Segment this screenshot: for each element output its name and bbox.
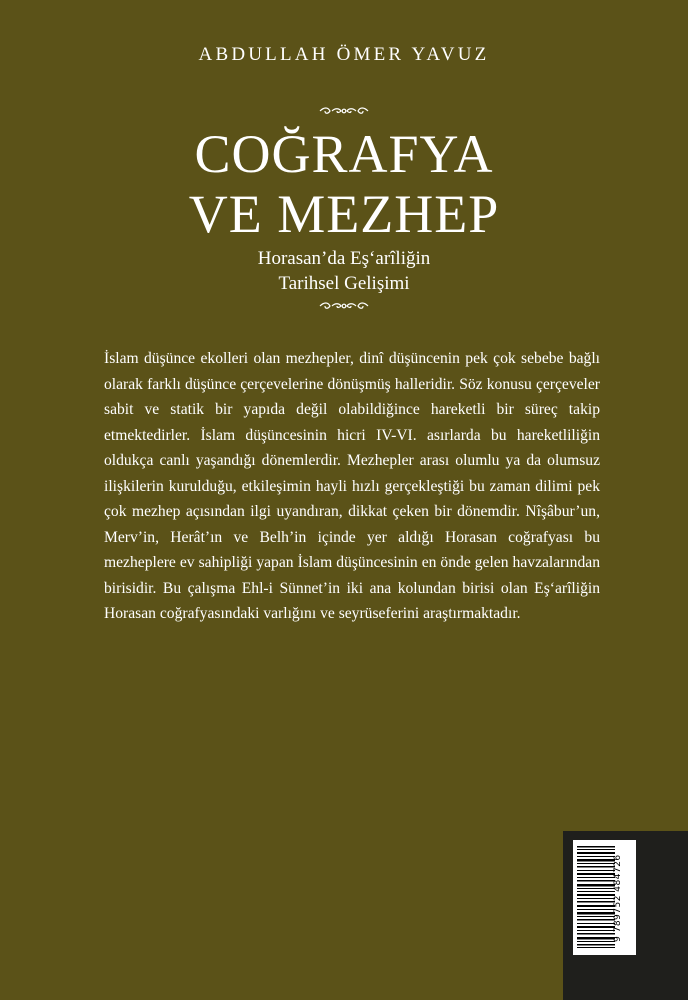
back-cover-blurb: İslam düşünce ekolleri olan mezhepler, dinî düşüncenin pek çok sebebe bağlı olarak farklı düşünce çerçevelerine dönüşmüş halleridir. Söz konusu çerçeveler sabit ve statik bir yapıda değil olabildiğince hareketli bir süreç takip etmektedirler. İslam düşüncesinin hicri IV-VI. asırlarda bu hareketliliğin oldukça canlı yaşandığı dönemlerdir. Mezhepler arası olumlu ya da olumsuz ilişkilerin kurulduğu, etkileşimin hayli hızlı gerçekleştiği bu zaman dilimi pek çok mezhep açısından ilgi uyandıran, dikkat çeken bir dönemdir. Nîşâbur’un, Merv’in, Herât’ın ve Belh’in içinde yer aldığı Horasan coğrafyası bu mezheplere ev sahipliği yapan İslam düşüncesinin en önde gelen havzalarından birisidir. Bu çalışma Ehl-i Sünnet’in iki ana kolundan birisi olan Eş‘arîliğin Horasan coğrafyasındaki varlığını ve seyrüseferini araştırmaktadır. <box>104 350 600 622</box>
title-line-1: COĞRAFYA <box>194 124 494 184</box>
isbn-number: 9 789752 484726 <box>613 854 623 942</box>
book-subtitle <box>0 246 688 296</box>
subtitle-line-2: Tarihsel Gelişimi <box>278 273 410 294</box>
ornament-top-icon <box>0 104 688 118</box>
ornament-bottom-icon <box>0 299 688 313</box>
title-line-2: VE MEZHEP <box>188 184 500 244</box>
author-name: ABDULLAH ÖMER YAVUZ <box>198 44 490 65</box>
subtitle-line-1: Horasan’da Eş‘arîliğin <box>257 248 431 269</box>
book-title <box>0 124 688 244</box>
barcode-icon <box>577 844 615 951</box>
